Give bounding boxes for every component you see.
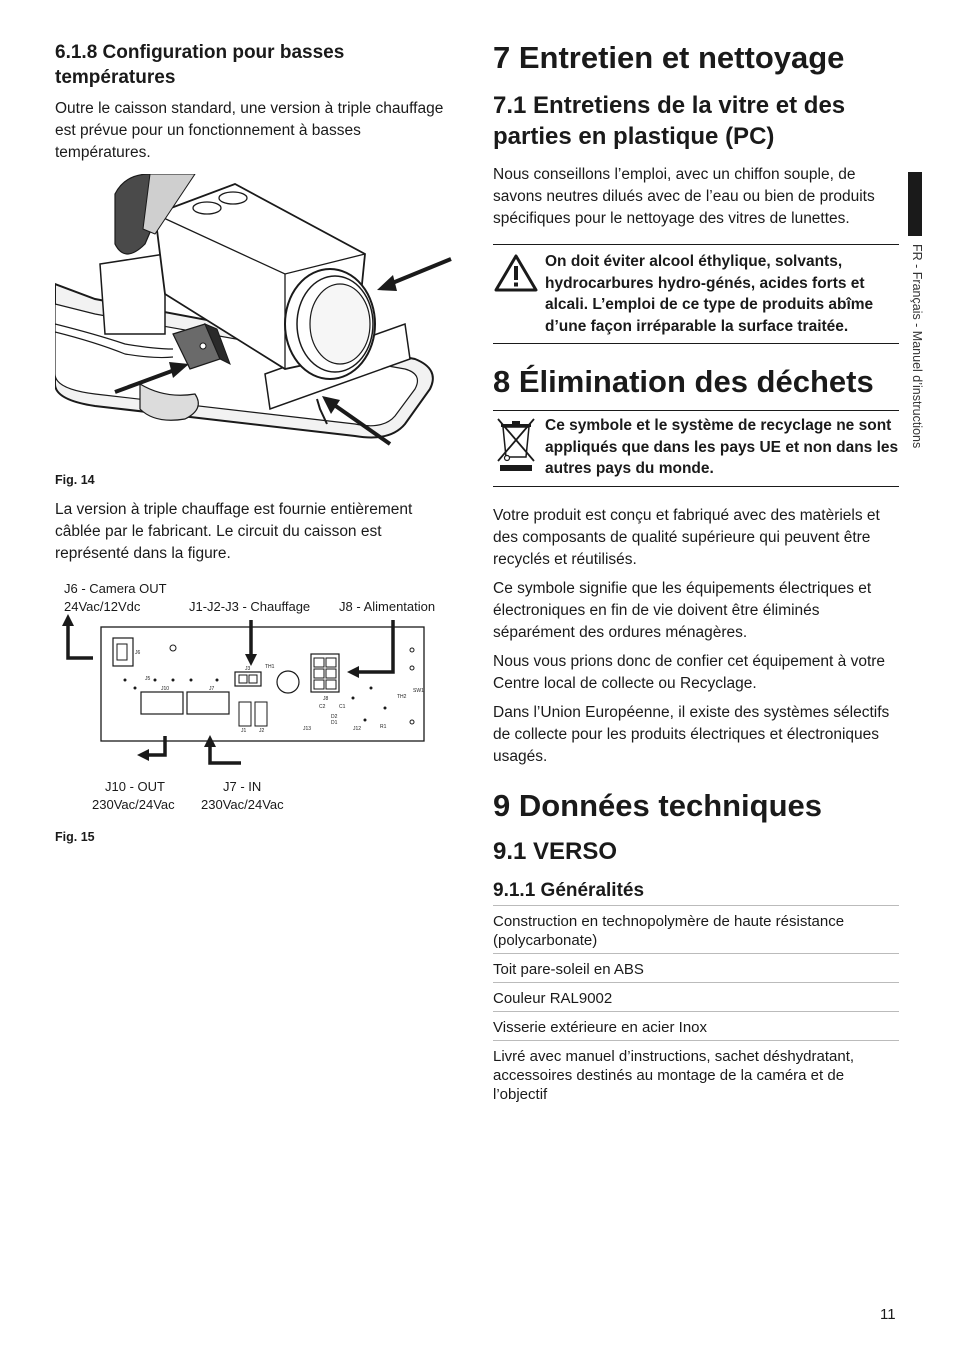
warning-text: On doit éviter alcool éthylique, solvants, hydrocarbures hydro-génés, acides forts et alcali. L’emploi de ce type de produits abîme d’une façon irréparable la surface traitée. (545, 253, 874, 335)
cleaning-paragraph: Nous conseillons l’emploi, avec un chiffon souple, de savons neutres dilués avec de l’eau ou bien de produits spécifiques pour le nettoyage des vitres de lunettes. (493, 166, 875, 227)
figure-14-caption: Fig. 14 (55, 473, 95, 487)
crossed-bin-icon (493, 415, 539, 473)
label-j8: J8 - Alimentation (339, 599, 436, 614)
svg-text:SW1: SW1 (413, 688, 424, 694)
right-column (493, 38, 899, 1107)
svg-text:TH1: TH1 (265, 664, 275, 670)
section-9-1-1-heading: 9.1.1 Généralités (493, 879, 645, 901)
svg-text:TH2: TH2 (397, 694, 407, 700)
svg-text:R1: R1 (380, 724, 387, 730)
svg-text:J8: J8 (323, 696, 329, 702)
figure-15-wiring-diagram (55, 580, 453, 820)
label-j7-line1: J7 - IN (223, 779, 262, 794)
spec-row: Couleur RAL9002 (493, 983, 899, 1012)
section-heading-6-1-8: 6.1.8 Configuration pour basses températures (55, 42, 345, 88)
disposal-paragraph-4: Dans l’Union Européenne, il existe des systèmes sélectifs de collecte pour les produits électriques et électroniques usagés. (493, 703, 890, 765)
label-j10-line2: 230Vac/24Vac (92, 797, 175, 812)
spec-row: Toit pare-soleil en ABS (493, 954, 899, 983)
svg-text:J10: J10 (161, 686, 170, 692)
label-j7-line2: 230Vac/24Vac (201, 797, 284, 812)
weee-note-box (493, 410, 899, 487)
svg-text:J5: J5 (145, 676, 151, 682)
language-tab-marker (908, 172, 922, 236)
label-j6-line2: 24Vac/12Vdc (64, 599, 141, 614)
figure-14-housing-illustration (55, 174, 453, 459)
left-column (55, 40, 453, 844)
chapter-9-heading: 9 Données techniques (493, 787, 823, 823)
disposal-paragraph-2: Ce symbole signifie que les équipements électriques et électroniques en fin de vie doivent être éliminés séparément des ordures ménagères. (493, 579, 872, 641)
svg-text:J12: J12 (353, 726, 362, 732)
svg-text:J3: J3 (245, 666, 251, 672)
svg-text:J6: J6 (135, 650, 141, 656)
label-heating: J1-J2-J3 - Chauffage (189, 599, 311, 614)
circuit-board-drawing (55, 580, 453, 820)
svg-text:J13: J13 (303, 726, 312, 732)
chapter-7-heading: 7 Entretien et nettoyage (493, 40, 845, 75)
svg-text:J1: J1 (241, 728, 247, 734)
weee-note-text: Ce symbole et le système de recyclage ne sont appliqués que dans les pays UE et non dans les autres pays du monde. (545, 417, 899, 477)
svg-text:J7: J7 (209, 686, 215, 692)
specs-table (493, 905, 899, 1107)
side-tab-label (907, 244, 925, 484)
label-j6-line1: J6 - Camera OUT (64, 581, 167, 596)
section-7-1-heading: 7.1 Entretiens de la vitre et des parties en plastique (PC) (493, 92, 846, 150)
side-tab-text: FR - Français - Manuel d’instructions (910, 244, 924, 449)
svg-text:D2: D2 (331, 714, 338, 720)
section-9-1-heading: 9.1 VERSO (493, 837, 618, 865)
intro-paragraph: Outre le caisson standard, une version à triple chauffage est prévue pour un fonctionnement à basses températures. (55, 100, 444, 161)
spec-row: Construction en technopolymère de haute résistance (polycarbonate) (493, 906, 899, 954)
svg-text:C2: C2 (319, 704, 326, 710)
camera-housing-drawing (55, 174, 453, 459)
page-number: 11 (880, 1306, 896, 1323)
disposal-paragraph-1: Votre produit est conçu et fabriqué avec des matèriels et des composants de qualité supérieure qui peuvent être recyclés et réutilisés. (493, 506, 880, 568)
wiring-paragraph: La version à triple chauffage est fournie entièrement câblée par le fabricant. Le circuit du caisson est représenté dans la figure. (55, 501, 413, 562)
spec-row: Visserie extérieure en acier Inox (493, 1012, 899, 1041)
svg-text:D1: D1 (331, 720, 338, 726)
chapter-8-heading: 8 Élimination des déchets (493, 364, 874, 399)
figure-15-caption: Fig. 15 (55, 830, 95, 844)
label-j10-line1: J10 - OUT (105, 779, 165, 794)
svg-text:C1: C1 (339, 704, 346, 710)
warning-box (493, 244, 899, 344)
warning-triangle-icon (493, 253, 539, 293)
svg-text:J2: J2 (259, 728, 265, 734)
spec-row: Livré avec manuel d’instructions, sachet déshydratant, accessoires destinés au montage de la caméra et de l’objectif (493, 1047, 855, 1103)
disposal-paragraph-3: Nous vous prions donc de confier cet équipement à votre Centre local de collecte ou Recyclage. (493, 652, 886, 692)
